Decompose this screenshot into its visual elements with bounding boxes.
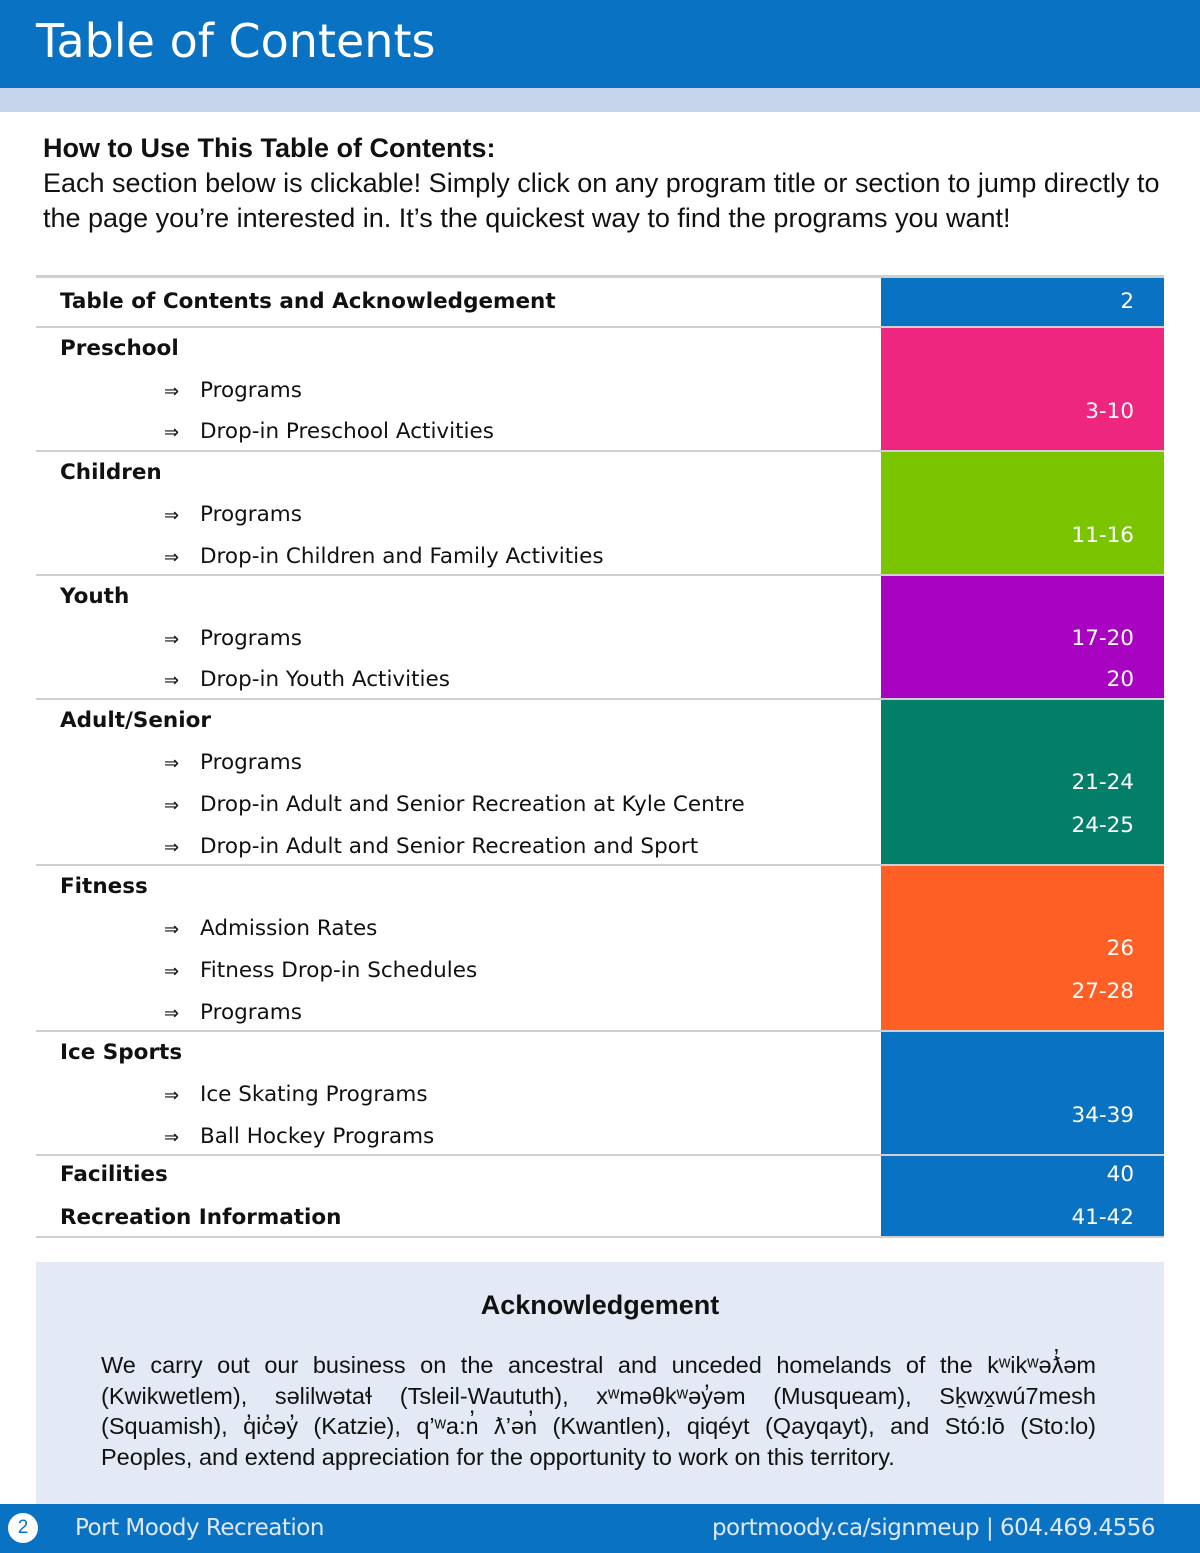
toc-color-block [881,328,1164,450]
arrow-icon: ⇒ [164,670,180,691]
toc-section-title[interactable]: Preschool [60,336,179,361]
toc-item[interactable] [164,626,302,651]
toc-color-block [881,1032,1164,1154]
footer-org-name: Port Moody Recreation [75,1515,324,1541]
toc-section-title[interactable]: Table of Contents and Acknowledgement [60,289,556,314]
page-number-badge: 2 [8,1513,38,1543]
toc-section-title[interactable]: Fitness [60,874,148,899]
arrow-icon: ⇒ [164,422,180,443]
toc-section-adult-senior[interactable] [36,700,1164,866]
toc-item[interactable] [164,378,302,403]
toc-item-label[interactable]: Fitness Drop-in Schedules [200,958,478,983]
toc-item-label[interactable]: Drop-in Youth Activities [200,667,450,692]
arrow-icon: ⇒ [164,919,180,940]
toc-item-label[interactable]: Drop-in Preschool Activities [200,419,494,444]
toc-section-acknowledgement[interactable] [36,275,1164,328]
toc-item[interactable] [164,544,604,569]
toc-item-label[interactable]: Programs [200,626,302,651]
toc-item[interactable] [164,419,494,444]
toc-section-title[interactable]: Ice Sports [60,1040,183,1065]
toc-page-number[interactable]: 41-42 [1071,1205,1134,1230]
toc-page-number[interactable]: 17-20 [1071,626,1134,651]
arrow-icon: ⇒ [164,837,180,858]
toc-page-number[interactable]: 27-28 [1071,979,1134,1004]
toc-section-preschool[interactable] [36,328,1164,452]
arrow-icon: ⇒ [164,505,180,526]
acknowledgement-heading: Acknowledgement [480,1290,720,1320]
page-header [0,0,1200,88]
arrow-icon: ⇒ [164,381,180,402]
toc-item-label[interactable]: Drop-in Adult and Senior Recreation and Sport [200,834,699,859]
acknowledgement-text: We carry out our business on the ancestral and unceded homelands of the kʷikʷəƛ̓əm (Kwikwetlem), səlilwətaɬ (Tsleil-Waututh), xʷməθkʷəy̓əm (Musqueam), Sḵwx̱wú7mesh (Squamish), q̓ic̓əy̓ (Katzie), q’ʷa:n̓ ƛ’ən̓ (Kwantlen), qiqéyt (Qayqayt), and Stó:lō (Sto:lo) Peoples, and extend appreciation for the opportunity to work on this territory. [101,1352,1096,1470]
toc-item-label[interactable]: Programs [200,378,302,403]
toc-item-label[interactable]: Programs [200,1000,302,1025]
toc-page-number[interactable]: 24-25 [1071,813,1134,838]
toc-page-number[interactable]: 2 [1120,289,1134,314]
toc-item[interactable] [164,958,477,983]
toc-section-title[interactable]: Recreation Information [60,1205,342,1230]
toc-section-youth[interactable] [36,576,1164,700]
instructions [43,130,1173,236]
toc-item[interactable] [164,834,698,859]
toc-page-number[interactable]: 21-24 [1071,770,1134,795]
toc-item[interactable] [164,502,302,527]
arrow-icon: ⇒ [164,795,180,816]
arrow-icon: ⇒ [164,629,180,650]
toc-item[interactable] [164,1000,302,1025]
toc-section-ice-sports[interactable] [36,1032,1164,1156]
arrow-icon: ⇒ [164,961,180,982]
toc-page-number[interactable]: 11-16 [1071,523,1134,548]
toc-item-label[interactable]: Ball Hockey Programs [200,1124,435,1149]
toc-section-children[interactable] [36,452,1164,576]
toc-page-number[interactable]: 34-39 [1071,1103,1134,1128]
toc-page-number[interactable]: 40 [1106,1162,1134,1187]
toc-item[interactable] [164,1082,428,1107]
toc-page-number[interactable]: 20 [1106,667,1134,692]
toc-section-title[interactable]: Youth [60,584,130,609]
arrow-icon: ⇒ [164,1085,180,1106]
toc-section-title[interactable]: Facilities [60,1162,168,1187]
toc-item-label[interactable]: Programs [200,750,302,775]
toc-color-block [881,452,1164,574]
toc-page-number[interactable]: 26 [1106,936,1134,961]
toc-item[interactable] [164,750,302,775]
toc-section-facilities-recreation[interactable] [36,1156,1164,1238]
toc-item-label[interactable]: Drop-in Adult and Senior Recreation at Kyle Centre [200,792,745,817]
toc-section-title[interactable]: Adult/Senior [60,708,211,733]
header-divider-band [0,88,1200,112]
toc-item-label[interactable]: Drop-in Children and Family Activities [200,544,604,569]
instructions-heading: How to Use This Table of Contents: [43,133,496,163]
toc-page-number[interactable]: 3-10 [1085,399,1134,424]
toc-section-title[interactable]: Children [60,460,162,485]
toc-item-label[interactable]: Programs [200,502,302,527]
toc-item[interactable] [164,667,450,692]
toc-item[interactable] [164,916,377,941]
toc-item[interactable] [164,1124,434,1149]
acknowledgement-box [36,1262,1164,1504]
toc-item[interactable] [164,792,745,817]
page-footer [0,1504,1200,1553]
instructions-text: Each section below is clickable! Simply click on any program title or section to jump directly to the page you’re interested in. It’s the quickest way to find the programs you want! [43,168,1160,233]
arrow-icon: ⇒ [164,547,180,568]
arrow-icon: ⇒ [164,1127,180,1148]
footer-contact[interactable]: portmoody.ca/signmeup | 604.469.4556 [711,1515,1155,1541]
page-title: Table of Contents [36,14,436,68]
toc-item-label[interactable]: Admission Rates [200,916,378,941]
arrow-icon: ⇒ [164,753,180,774]
toc-section-fitness[interactable] [36,866,1164,1032]
toc-item-label[interactable]: Ice Skating Programs [200,1082,428,1107]
arrow-icon: ⇒ [164,1003,180,1024]
toc-table [36,275,1164,1238]
